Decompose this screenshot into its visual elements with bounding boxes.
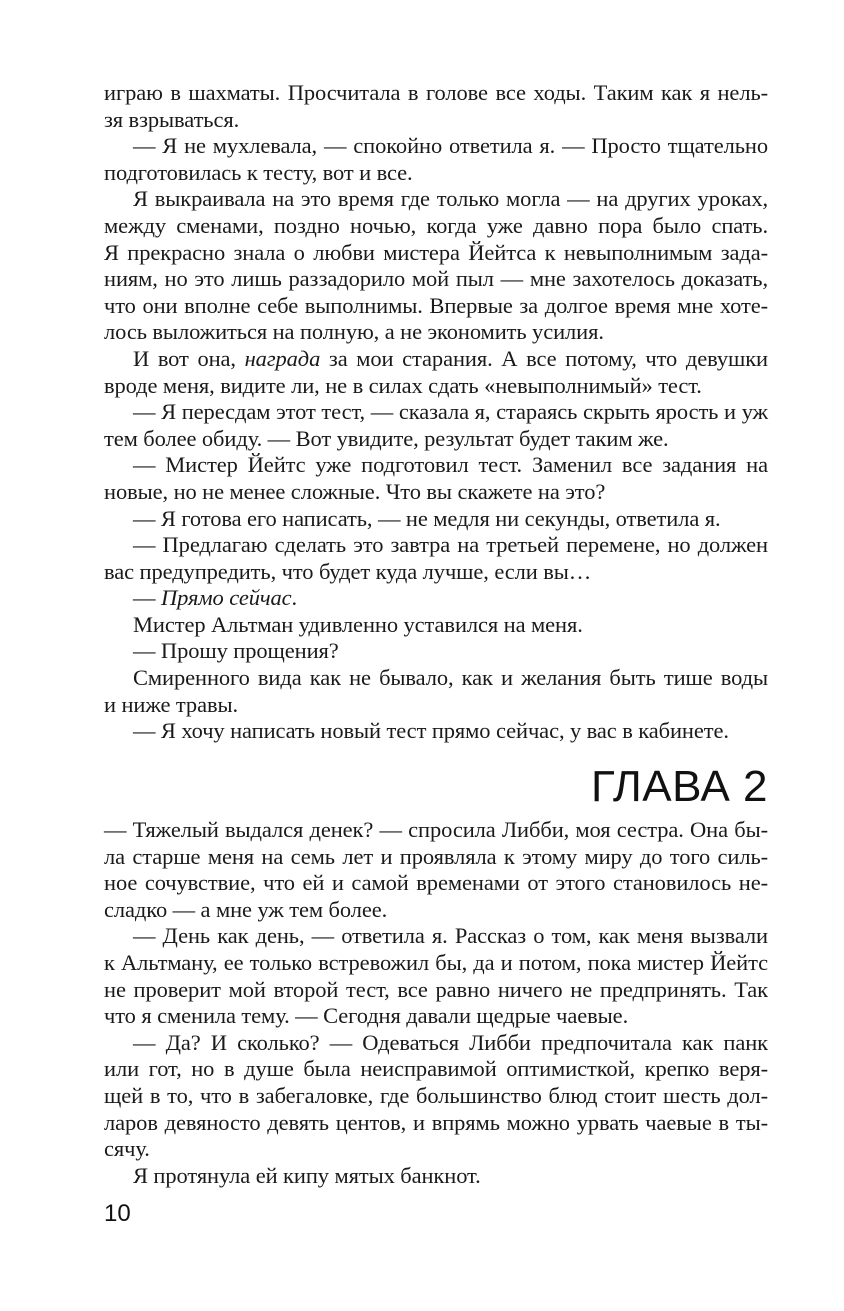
- text-line: между сменами, поздно ночью, когда уже давно пора было спать.: [104, 212, 768, 238]
- emphasis-text: Прямо сейчас: [160, 585, 292, 611]
- text-line: щей в то, что в забегаловке, где большинство блюд стоит шесть дол-: [104, 1082, 768, 1108]
- text-line: зя взрываться.: [104, 106, 240, 132]
- text-line: к Альтману, ее только встревожил бы, да и потом, пока мистер Йейтс: [104, 949, 768, 975]
- text-block-bottom: [104, 817, 768, 1189]
- text-line: — Я хочу написать новый тест прямо сейчас, у вас в кабинете.: [133, 718, 729, 744]
- text-line: — Я не мухлевала, — спокойно ответила я. — Просто тщательно: [133, 133, 768, 159]
- text-line: — День как день, — ответила я. Рассказ о том, как меня вызвали: [133, 923, 768, 949]
- text-segment: И вот она,: [133, 345, 245, 371]
- text-line: — Да? И сколько? — Одеваться Либби предпочитала как панк: [133, 1029, 768, 1055]
- page-number: 10: [104, 1200, 131, 1227]
- text-line: — Мистер Йейтс уже подготовил тест. Заменил все задания на: [133, 452, 768, 478]
- text-line: Я протянула ей кипу мятых банкнот.: [133, 1162, 481, 1188]
- text-line: — Прошу прощения?: [133, 638, 339, 664]
- text-line: Я выкраивала на это время где только могла — на других уроках,: [133, 186, 768, 212]
- text-line: Смиренного вида как не бывало, как и желания быть тише воды: [133, 665, 768, 691]
- text-line: ное сочувствие, что ей и самой временами от этого становилось не-: [104, 870, 768, 896]
- text-line: тем более обиду. — Вот увидите, результат будет таким же.: [104, 425, 669, 451]
- text-block-top: [104, 80, 768, 745]
- text-line: и ниже травы.: [104, 691, 239, 717]
- text-line: — Я готова его написать, — не медля ни секунды, ответила я.: [133, 505, 721, 531]
- text-line: лось выложиться на полную, а не экономить усилия.: [104, 319, 604, 345]
- text-line: ларов девяносто девять центов, и впрямь можно урвать чаевые в ты-: [104, 1109, 768, 1135]
- text-line: — Предлагаю сделать это завтра на третьей перемене, но должен: [133, 532, 768, 558]
- text-segment: —: [133, 585, 161, 611]
- text-line: — Тяжелый выдался денек? — спросила Либби, моя сестра. Она бы-: [104, 817, 768, 842]
- text-line: [104, 585, 768, 612]
- text-line: ниям, но это лишь раззадорило мой пыл — мне захотелось доказать,: [104, 266, 768, 292]
- text-line: ла старше меня на семь лет и проявляла к этому миру до того силь-: [104, 843, 768, 869]
- text-line: Мистер Альтман удивленно уставился на меня.: [133, 611, 583, 637]
- text-line: Я прекрасно знала о любви мистера Йейтса к невыполнимым зада-: [104, 239, 768, 265]
- text-line: играю в шахматы. Просчитала в голове все ходы. Таким как я нель-: [104, 80, 768, 105]
- text-line: подготовилась к тесту, вот и все.: [104, 159, 413, 185]
- text-line: — Я пересдам этот тест, — сказала я, стараясь скрыть ярость и уж: [133, 399, 768, 425]
- text-line: сладко — а мне уж тем более.: [104, 896, 388, 922]
- text-line: что они вполне себе выполнимы. Впервые за долгое время мне хоте-: [104, 292, 768, 318]
- text-line: или гот, но в душе была неисправимой оптимисткой, крепко веря-: [104, 1056, 768, 1082]
- text-segment: за мои старания. А все потому, что девушки: [320, 345, 768, 371]
- chapter-heading: ГЛАВА 2: [590, 762, 768, 811]
- text-line: сячу.: [104, 1136, 150, 1162]
- text-line: не проверит мой второй тест, все равно ничего не предпринять. Так: [104, 976, 768, 1002]
- text-line: новые, но не менее сложные. Что вы скажете на это?: [104, 478, 606, 504]
- text-line: [104, 346, 768, 373]
- text-line: вроде меня, видите ли, не в силах сдать «невыполнимый» тест.: [104, 372, 702, 398]
- emphasis-text: награда: [244, 345, 321, 371]
- text-line: что я сменила тему. — Сегодня давали щедрые чаевые.: [104, 1003, 629, 1029]
- text-segment: .: [291, 585, 298, 611]
- text-line: вас предупредить, что будет куда лучше, если вы…: [104, 558, 592, 584]
